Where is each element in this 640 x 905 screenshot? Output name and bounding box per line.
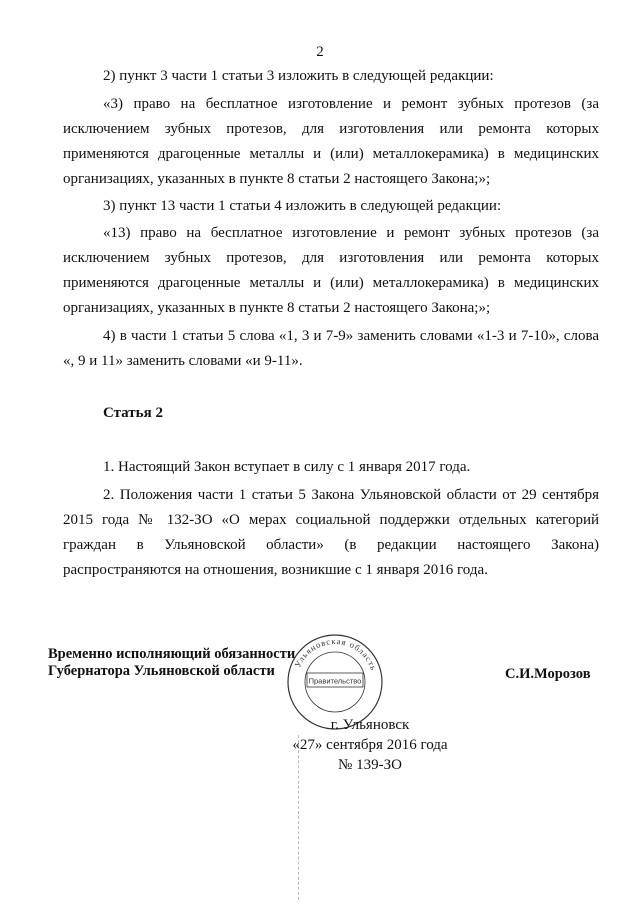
page-number: 2 xyxy=(316,44,324,60)
amendment-item-4: 4) в части 1 статьи 5 слова «1, 3 и 7-9» заменить словами «1-3 и 7-10», слова «, 9 и 11» заменить словами «и 9-11». xyxy=(63,328,599,369)
footer-city: г. Ульяновск xyxy=(330,717,410,733)
amendment-item-2-text: «3) право на бесплатное изготовление и ремонт зубных протезов (за исключением зубных протезов, для изготовления или ремонта которых применяются драгоценные металлы и (или) металлокерамика) в медицинских организациях, указанных в пункте 8 статьи 2 настоящего Закона;»; xyxy=(63,96,599,187)
amendment-item-3: 3) пункт 13 части 1 статьи 4 изложить в следующей редакции: xyxy=(103,198,502,214)
article-2-item-2: 2. Положения части 1 статьи 5 Закона Ульяновской области от 29 сентября 2015 года № 132-ЗО «О мерах социальной поддержки отдельных категорий граждан в Ульяновской области» (в редакции настоящего Закона) распространяются на отношения, возникшие с 1 января 2016 года. xyxy=(63,487,599,578)
article-2-item-1: 1. Настоящий Закон вступает в силу с 1 января 2017 года. xyxy=(103,459,471,475)
svg-text:Правительство: Правительство xyxy=(308,676,362,686)
footer-law-number: № 139-ЗО xyxy=(338,757,402,773)
svg-text:Ульяновская область: Ульяновская область xyxy=(292,635,380,673)
signature-title-line-2: Губернатора Ульяновской области xyxy=(48,663,275,679)
amendment-item-3-text: «13) право на бесплатное изготовление и ремонт зубных протезов (за исключением зубных протезов, для изготовления или ремонта которых применяются драгоценные металлы и (или) металлокерамика) в медицинских организациях, указанных в пункте 8 статьи 2 настоящего Закона;»; xyxy=(63,225,599,316)
amendment-item-2: 2) пункт 3 части 1 статьи 3 изложить в следующей редакции: xyxy=(103,68,494,84)
footer-date: «27» сентября 2016 года xyxy=(292,737,448,753)
signature-title-line-1: Временно исполняющий обязанности xyxy=(48,646,296,662)
article-2-heading: Статья 2 xyxy=(103,405,163,421)
signatory-name: С.И.Морозов xyxy=(505,666,591,682)
signature-title xyxy=(48,646,295,680)
